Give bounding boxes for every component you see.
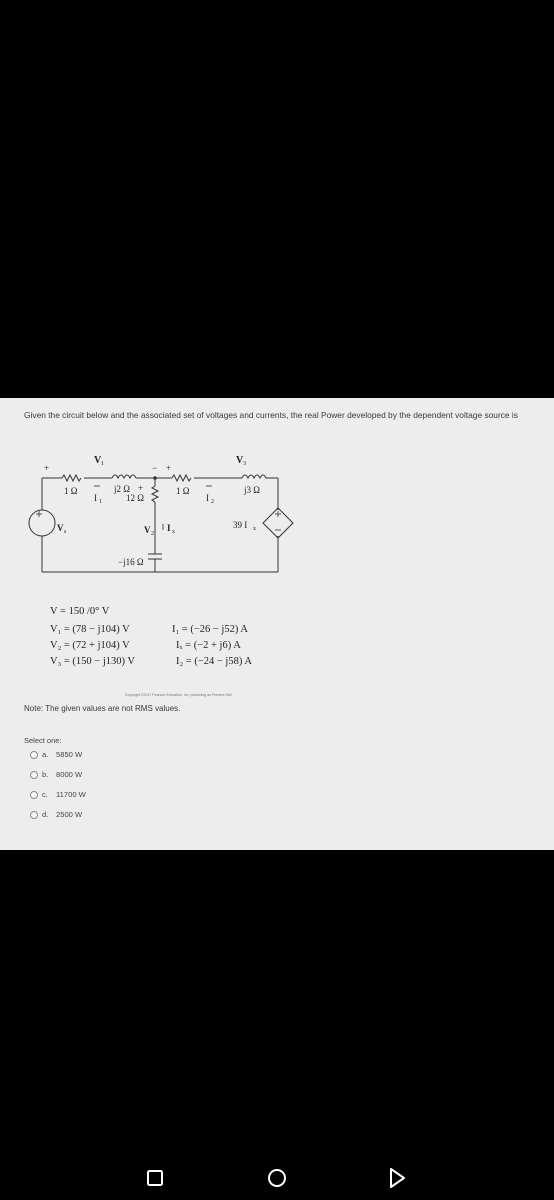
option-a[interactable] [30, 750, 82, 759]
v1-sub: 1 [101, 461, 104, 467]
v1-label: V [94, 455, 102, 466]
given-v3: V₃ = (150 − j130) V [50, 656, 136, 667]
minus-mid-label: − [152, 463, 158, 473]
copyright-text: Copyright ©2017 Pearson Education, Inc. publishing as Prentice Hall [125, 693, 232, 697]
given-ix: Iₓ = (−2 + j6) A [176, 640, 241, 651]
i1-sub: 1 [99, 499, 102, 505]
xc-label: −j16 Ω [118, 557, 144, 567]
i2-label: I [206, 493, 209, 503]
option-text: 5850 W [56, 750, 83, 759]
note-text: Note: The given values are not RMS values. [24, 704, 181, 713]
option-letter: b. [42, 770, 49, 779]
plus-mid2-label: + [166, 463, 172, 473]
xl1-label: j2 Ω [114, 484, 130, 494]
option-text: 8000 W [56, 770, 83, 779]
v3-sub: 3 [243, 461, 246, 467]
option-letter: a. [42, 750, 49, 759]
radio-icon[interactable] [30, 751, 38, 759]
given-v1: V₁ = (78 − j104) V [50, 624, 130, 635]
given-vs: V = 150 /0° V [50, 606, 110, 617]
back-icon[interactable] [382, 1163, 412, 1193]
recent-apps-icon[interactable] [140, 1163, 170, 1193]
ix-sub: x [172, 529, 175, 535]
plus-mid-label: + [138, 483, 144, 493]
given-i2: I₂ = (−24 − j58) A [176, 656, 252, 667]
r1-label: 1 Ω [64, 486, 78, 496]
home-icon[interactable] [262, 1163, 292, 1193]
given-i1: I₁ = (−26 − j52) A [172, 624, 248, 635]
given-v2: V₂ = (72 + j104) V [50, 640, 130, 651]
i1-label: I [94, 493, 97, 503]
radio-icon[interactable] [30, 791, 38, 799]
r2-label: 1 Ω [176, 486, 190, 496]
question-panel [0, 398, 554, 850]
vs-sub: s [64, 529, 67, 535]
option-letter: c. [42, 790, 48, 799]
option-c[interactable] [30, 790, 86, 799]
v3-label: V [236, 455, 244, 466]
option-text: 11700 W [56, 790, 86, 799]
v2-sub: 2 [151, 531, 154, 537]
radio-icon[interactable] [30, 811, 38, 819]
r12-label: 12 Ω [126, 493, 144, 503]
dep-source-sub: x [253, 526, 256, 532]
question-text: Given the circuit below and the associated set of voltages and currents, the real Power developed by the dependent voltage source is [24, 410, 518, 420]
dep-source-label: 39 I [233, 520, 248, 530]
xl2-label: j3 Ω [244, 485, 260, 495]
android-nav-bar [0, 1155, 554, 1200]
option-d[interactable] [30, 810, 82, 819]
ix-label: I [167, 523, 171, 533]
radio-icon[interactable] [30, 771, 38, 779]
i2-sub: 2 [211, 499, 214, 505]
option-letter: d. [42, 810, 49, 819]
option-b[interactable] [30, 770, 82, 779]
select-one-label: Select one: [24, 736, 62, 745]
plus-left-label: + [44, 463, 50, 473]
v2-label: V [144, 525, 151, 535]
option-text: 2500 W [56, 810, 83, 819]
vs-label: V [57, 523, 64, 533]
